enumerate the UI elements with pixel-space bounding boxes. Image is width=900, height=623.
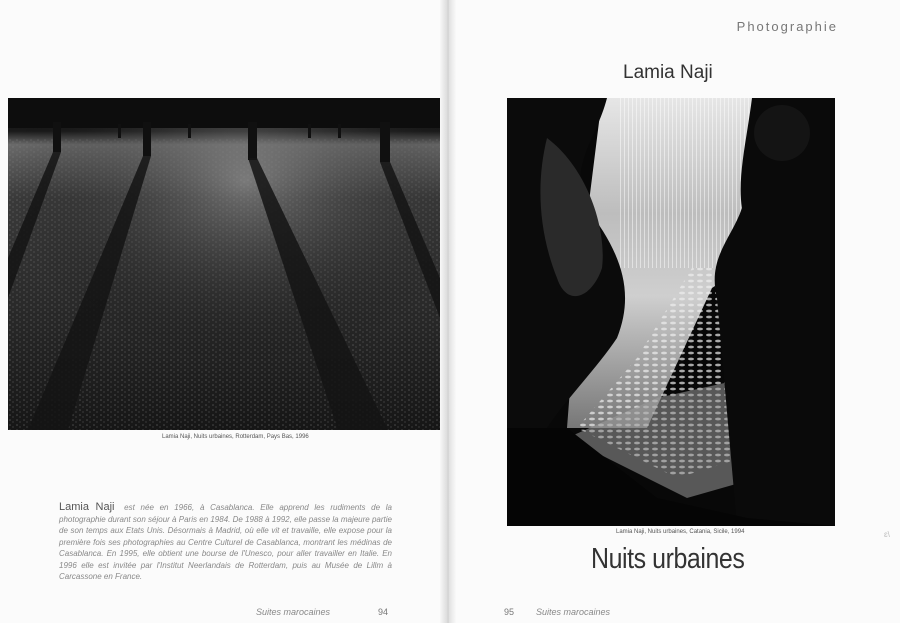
- left-photo: [8, 98, 440, 430]
- right-photo: [507, 98, 835, 526]
- bio-text: est née en 1966, à Casablanca. Elle apprend les rudiments de la photographie durant son séjour à Paris en 1984. De 1988 à 1992, elle passe la majeure partie de son temps aux Etats Unis. Désormais à Madrid, où elle vit et travaille, elle expose pour la première fois ses photographies au Centre Culturel de Casablanca, montrant les médinas de Casablanca. En 1995, elle obtient une bourse de l'Unesco, pour aller travailler en Italie. En 1996 elle est invitée par l'Institut Neerlandais de Rotterdam, puis au Musée de Lillm à Carcassone en France.: [59, 503, 392, 581]
- artist-bio: [59, 502, 392, 583]
- right-photo-caption: Lamia Naji, Nuits urbaines, Catania, Sicile, 1994: [616, 529, 745, 535]
- bio-name: Lamia Naji: [59, 501, 115, 513]
- margin-mark: ɛ\: [884, 530, 890, 539]
- author-name: Lamia Naji: [623, 62, 713, 83]
- right-page-number: 95: [504, 607, 515, 617]
- left-page-number: 94: [378, 607, 389, 617]
- series-title: Nuits urbaines: [591, 543, 745, 575]
- left-photo-caption: Lamia Naji, Nuits urbaines, Rotterdam, Pays Bas, 1996: [162, 434, 309, 440]
- right-running-title: Suites marocaines: [536, 607, 611, 617]
- book-gutter: [440, 0, 456, 623]
- section-heading: Photographie: [736, 19, 838, 34]
- left-running-title: Suites marocaines: [256, 607, 331, 617]
